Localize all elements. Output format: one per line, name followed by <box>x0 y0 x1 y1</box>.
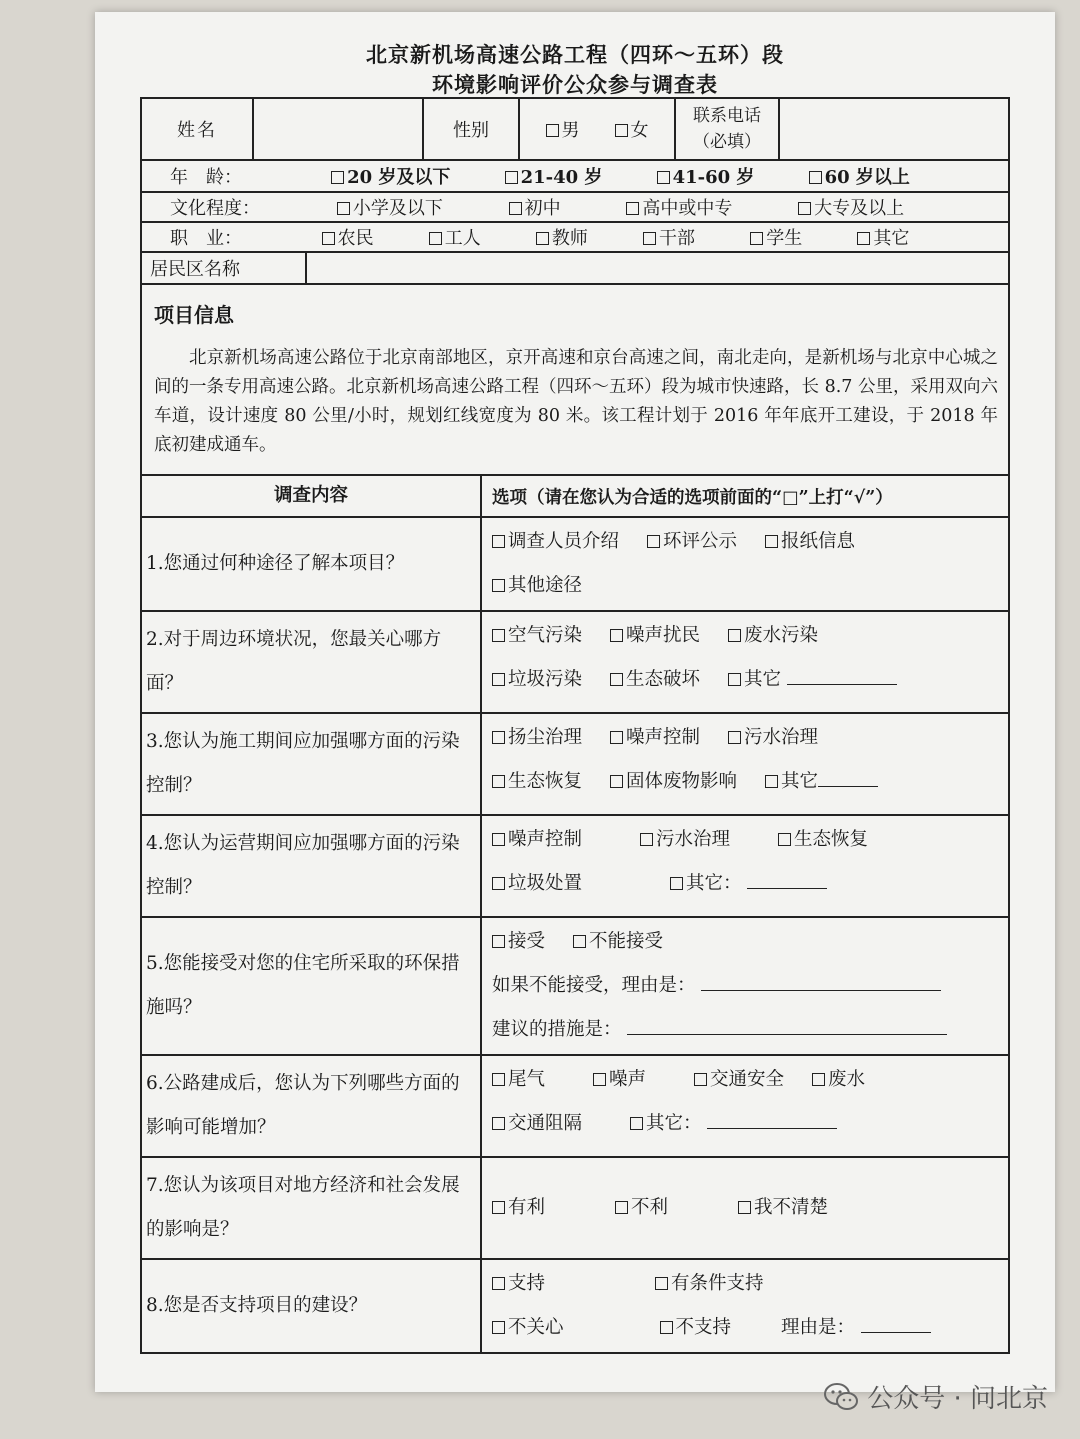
q8-option[interactable]: 有条件支持 <box>655 1273 764 1294</box>
question-1-options <box>482 518 1008 610</box>
form-title <box>95 40 1055 100</box>
question-1-row <box>142 518 1008 612</box>
q3-option[interactable]: 固体废物影响 <box>610 771 737 792</box>
checkbox-icon[interactable] <box>593 1073 606 1086</box>
checkbox-icon[interactable] <box>610 775 623 788</box>
q6-option[interactable]: 尾气 <box>492 1069 545 1090</box>
name-field[interactable] <box>254 99 424 159</box>
education-option[interactable]: 小学及以下 <box>337 194 443 220</box>
q3-option[interactable]: 污水治理 <box>728 727 818 748</box>
occupation-options <box>297 223 1008 251</box>
checkbox-icon[interactable] <box>640 833 653 846</box>
question-3-options <box>482 714 1008 814</box>
checkbox-icon[interactable] <box>657 171 670 184</box>
watermark-text: 公众号 · 问北京 <box>867 1384 1048 1414</box>
name-label: 姓名 <box>142 99 254 159</box>
question-7-text: 7.您认为该项目对地方经济和社会发展的影响是？ <box>142 1158 482 1258</box>
q5-option[interactable]: 接受 <box>492 931 545 952</box>
checkbox-icon[interactable] <box>573 935 586 948</box>
name-row <box>142 99 1008 161</box>
checkbox-icon[interactable] <box>728 629 741 642</box>
education-option[interactable]: 大专及以上 <box>798 194 904 220</box>
project-info-body: 北京新机场高速公路位于北京南部地区，京开高速和京台高速之间，南北走向，是新机场与北京中心城之间的一条专用高速公路。北京新机场高速公路工程（四环～五环）段为城市快速路，长 8.7 公里，采用双向六车道，设计速度 80 公里/小时，规划红线宽度为 80 米。该工程计划于 2016 年年底开工建设，于 2018 年底初建成通车。 <box>154 348 998 455</box>
checkbox-icon[interactable] <box>626 202 639 215</box>
q2-option[interactable]: 其它 <box>728 669 897 690</box>
checkbox-icon[interactable] <box>750 232 763 245</box>
watermark <box>823 1378 1048 1415</box>
question-8-options <box>482 1260 1008 1352</box>
checkbox-icon[interactable] <box>812 1073 825 1086</box>
q6-option[interactable]: 噪声 <box>593 1069 646 1090</box>
checkbox-icon[interactable] <box>492 731 505 744</box>
question-4-options <box>482 816 1008 916</box>
other-blank[interactable] <box>787 666 897 685</box>
checkbox-icon[interactable] <box>492 629 505 642</box>
age-option[interactable]: 20 岁及以下 <box>331 163 450 189</box>
q8-reason-label: 理由是： <box>781 1317 856 1338</box>
checkbox-icon[interactable] <box>610 731 623 744</box>
age-option[interactable]: 41-60 岁 <box>657 163 755 189</box>
q7-option[interactable]: 不利 <box>615 1197 668 1218</box>
question-6-options <box>482 1056 1008 1156</box>
checkbox-icon[interactable] <box>630 1117 643 1130</box>
checkbox-icon[interactable] <box>809 171 822 184</box>
q1-option[interactable]: 报纸信息 <box>765 531 855 552</box>
question-3-row <box>142 714 1008 816</box>
survey-paper <box>95 12 1055 1392</box>
checkbox-icon[interactable] <box>728 673 741 686</box>
question-2-text: 2.对于周边环境状况，您最关心哪方面？ <box>142 612 482 712</box>
question-8-row <box>142 1260 1008 1352</box>
checkbox-icon[interactable] <box>615 124 628 137</box>
q3-option[interactable]: 扬尘治理 <box>492 727 582 748</box>
question-8-text: 8.您是否支持项目的建设？ <box>142 1260 482 1352</box>
checkbox-icon[interactable] <box>492 535 505 548</box>
checkbox-icon[interactable] <box>728 731 741 744</box>
checkbox-icon[interactable] <box>765 535 778 548</box>
residence-row <box>142 253 1008 285</box>
checkbox-icon[interactable] <box>647 535 660 548</box>
q7-option[interactable]: 有利 <box>492 1197 545 1218</box>
checkbox-icon[interactable] <box>429 232 442 245</box>
education-options <box>307 193 1008 221</box>
q5-reason-label: 如果不能接受，理由是： <box>492 975 696 996</box>
checkbox-icon[interactable] <box>492 833 505 846</box>
checkbox-icon[interactable] <box>492 1073 505 1086</box>
checkbox-icon[interactable] <box>536 232 549 245</box>
other-blank[interactable] <box>707 1110 837 1129</box>
checkbox-icon[interactable] <box>610 673 623 686</box>
q2-option[interactable]: 垃圾污染 <box>492 669 582 690</box>
q8-option[interactable]: 支持 <box>492 1273 545 1294</box>
q6-option[interactable]: 交通安全 <box>694 1069 784 1090</box>
checkbox-icon[interactable] <box>857 232 870 245</box>
checkbox-icon[interactable] <box>660 1321 673 1334</box>
q8-option[interactable]: 不关心 <box>492 1317 564 1338</box>
q1-option[interactable]: 调查人员介绍 <box>492 531 619 552</box>
question-4-row <box>142 816 1008 918</box>
question-5-options <box>482 918 1008 1054</box>
checkbox-icon[interactable] <box>492 935 505 948</box>
project-info <box>142 285 1008 476</box>
wechat-icon <box>823 1382 859 1412</box>
title-line-2: 环境影响评价公众参与调查表 <box>432 72 718 97</box>
question-3-text: 3.您认为施工期间应加强哪方面的污染控制？ <box>142 714 482 814</box>
age-label: 年 龄： <box>170 167 242 188</box>
checkbox-icon[interactable] <box>610 629 623 642</box>
checkbox-icon[interactable] <box>509 202 522 215</box>
checkbox-icon[interactable] <box>738 1201 751 1214</box>
checkbox-icon[interactable] <box>322 232 335 245</box>
checkbox-icon[interactable] <box>778 833 791 846</box>
occupation-option[interactable]: 干部 <box>643 224 695 250</box>
survey-form <box>140 97 1010 1354</box>
occupation-label: 职 业： <box>170 228 242 249</box>
q4-option[interactable]: 其它： <box>670 873 827 894</box>
gender-male-option[interactable]: 男 <box>546 116 580 142</box>
checkbox-icon[interactable] <box>492 1277 505 1290</box>
checkbox-icon[interactable] <box>492 1201 505 1214</box>
question-5-row <box>142 918 1008 1056</box>
education-label: 文化程度： <box>170 198 260 219</box>
survey-content-header: 调查内容 <box>142 476 482 516</box>
question-6-row <box>142 1056 1008 1158</box>
q4-option[interactable]: 噪声控制 <box>492 829 582 850</box>
checkbox-icon[interactable] <box>505 171 518 184</box>
survey-options-header: 选项（请在您认为合适的选项前面的“□”上打“√”） <box>492 487 893 508</box>
question-1-text: 1.您通过何种途径了解本项目？ <box>142 518 482 610</box>
age-option[interactable]: 21-40 岁 <box>505 163 603 189</box>
phone-label: 联系电话 （必填） <box>676 99 780 159</box>
occupation-option[interactable]: 工人 <box>429 224 481 250</box>
checkbox-icon[interactable] <box>546 124 559 137</box>
gender-label: 性别 <box>424 99 520 159</box>
q8-reason-blank[interactable] <box>861 1314 931 1333</box>
question-7-row <box>142 1158 1008 1260</box>
question-2-row <box>142 612 1008 714</box>
checkbox-icon[interactable] <box>492 877 505 890</box>
q2-option[interactable]: 生态破坏 <box>610 669 700 690</box>
q5-suggest-blank[interactable] <box>627 1016 947 1035</box>
age-option[interactable]: 60 岁以上 <box>809 163 910 189</box>
question-2-options <box>482 612 1008 712</box>
question-7-options <box>482 1158 1008 1258</box>
checkbox-icon[interactable] <box>615 1201 628 1214</box>
age-row <box>142 161 1008 193</box>
checkbox-icon[interactable] <box>492 1321 505 1334</box>
checkbox-icon[interactable] <box>670 877 683 890</box>
q1-option[interactable]: 环评公示 <box>647 531 737 552</box>
checkbox-icon[interactable] <box>694 1073 707 1086</box>
q3-option[interactable]: 生态恢复 <box>492 771 582 792</box>
q4-option[interactable]: 污水治理 <box>640 829 730 850</box>
occupation-option[interactable]: 学生 <box>750 224 802 250</box>
checkbox-icon[interactable] <box>337 202 350 215</box>
gender-female-option[interactable]: 女 <box>615 116 649 142</box>
checkbox-icon[interactable] <box>331 171 344 184</box>
occupation-option[interactable]: 教师 <box>536 224 588 250</box>
checkbox-icon[interactable] <box>798 202 811 215</box>
question-6-text: 6.公路建成后，您认为下列哪些方面的影响可能增加？ <box>142 1056 482 1156</box>
q5-suggest-label: 建议的措施是： <box>492 1019 622 1040</box>
q2-option[interactable]: 废水污染 <box>728 625 818 646</box>
q3-option[interactable]: 其它 <box>765 771 878 792</box>
checkbox-icon[interactable] <box>765 775 778 788</box>
question-5-text: 5.您能接受对您的住宅所采取的环保措施吗？ <box>142 918 482 1054</box>
education-option[interactable]: 高中或中专 <box>626 194 732 220</box>
title-line-1: 北京新机场高速公路工程（四环～五环）段 <box>366 42 784 67</box>
q4-option[interactable]: 垃圾处置 <box>492 873 582 894</box>
question-4-text: 4.您认为运营期间应加强哪方面的污染控制？ <box>142 816 482 916</box>
q3-option[interactable]: 噪声控制 <box>610 727 700 748</box>
other-blank[interactable] <box>818 768 878 787</box>
q7-option[interactable]: 我不清楚 <box>738 1197 828 1218</box>
age-options <box>307 161 1008 191</box>
q2-option[interactable]: 噪声扰民 <box>610 625 700 646</box>
q6-option[interactable]: 交通阻隔 <box>492 1113 582 1134</box>
survey-header-row <box>142 476 1008 518</box>
occupation-option[interactable]: 农民 <box>322 224 374 250</box>
q5-reason-blank[interactable] <box>701 972 941 991</box>
gender-options <box>520 99 676 159</box>
education-option[interactable]: 初中 <box>509 194 561 220</box>
checkbox-icon[interactable] <box>492 579 505 592</box>
education-row <box>142 193 1008 223</box>
checkbox-icon[interactable] <box>643 232 656 245</box>
q8-option[interactable]: 不支持 <box>660 1317 732 1338</box>
checkbox-icon[interactable] <box>492 1117 505 1130</box>
q1-option[interactable]: 其他途径 <box>492 575 582 596</box>
occupation-option[interactable]: 其它 <box>857 224 909 250</box>
checkbox-icon[interactable] <box>492 673 505 686</box>
q6-option[interactable]: 其它： <box>630 1113 837 1134</box>
occupation-row <box>142 223 1008 253</box>
q6-option[interactable]: 废水 <box>812 1069 865 1090</box>
project-info-heading: 项目信息 <box>154 303 234 327</box>
checkbox-icon[interactable] <box>492 775 505 788</box>
residence-field[interactable] <box>307 253 1008 283</box>
other-blank[interactable] <box>747 870 827 889</box>
residence-label: 居民区名称 <box>142 253 307 283</box>
phone-field[interactable] <box>780 99 1008 159</box>
q4-option[interactable]: 生态恢复 <box>778 829 868 850</box>
checkbox-icon[interactable] <box>655 1277 668 1290</box>
q2-option[interactable]: 空气污染 <box>492 625 582 646</box>
q5-option[interactable]: 不能接受 <box>573 931 663 952</box>
